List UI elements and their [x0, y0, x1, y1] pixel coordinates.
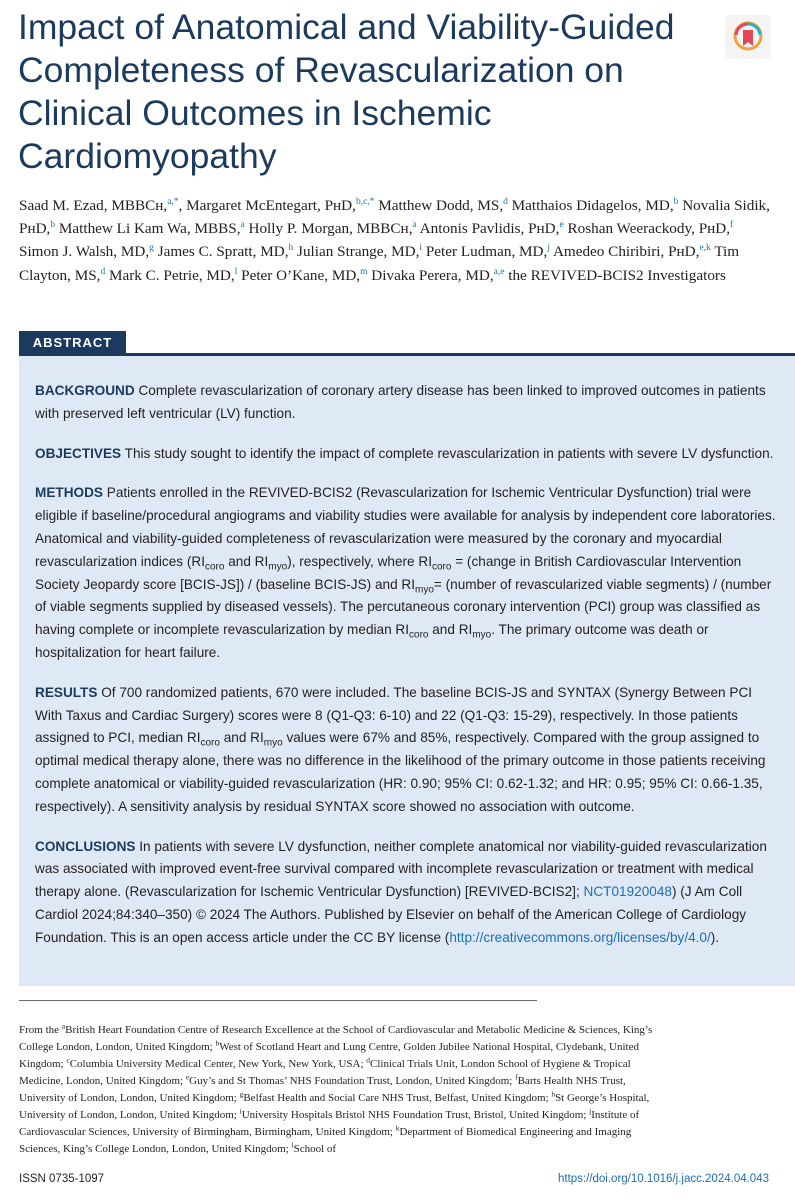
author: James C. Spratt, MD,$^h$ [157, 243, 294, 261]
issn: ISSN 0735-1097 [19, 1173, 105, 1185]
affiliation-mark: g [149, 243, 154, 254]
author-degree: MS [477, 197, 500, 214]
author-name: Tim Clayton [19, 243, 740, 284]
license-link[interactable]: http://creativecommons.org/licenses/by/4.0/ [449, 929, 711, 945]
author-group: the REVIVED-BCIS2 Investigators [508, 266, 726, 284]
author-list [19, 194, 774, 287]
affiliation-mark: a,e [493, 266, 505, 277]
author-degree: MD [465, 266, 490, 284]
author-degree: PʜD [19, 220, 47, 238]
author-degree: MBBCʜ [111, 197, 164, 214]
affiliation-mark: m [360, 266, 368, 277]
affiliation-mark: i [419, 243, 423, 254]
author: Roshan Weerackody, PʜD,$^f$ [567, 220, 734, 238]
author-degree: MBBCʜ [356, 220, 409, 238]
author-degree: MD [391, 243, 416, 261]
affiliation-mark: d [100, 266, 106, 277]
author: Saad M. Ezad, MBBCʜ,$^{a,*}$, [19, 196, 187, 214]
author-name: Holly P. Morgan [248, 220, 350, 238]
author-name: Mark C. Petrie [108, 266, 199, 284]
abstract-methods: METHODS Patients enrolled in the REVIVED-BCIS2 (Revascularization for Ischemic Ventricular Dysfunction) trial were eligible if baseline/procedural angiograms and viability studies were available for analysis by independent core laboratories. Anatomical and viability-guided completeness of revascularization were measured by the coronary and myocardial revascularization indices ($RI_{coro}$ and $RI_{myo}$), respectively, where $RI_{coro}$ = (change in British Cardiovascular Intervention Society Jeopardy score [BCIS-JS]) / (baseline BCIS-JS) and $RI_{myo}=$ (number of revascularized viable segments) / (number of viable segments supplied by diseased vessels). The percutaneous coronary intervention (PCI) group was classified as having complete or incomplete revascularization by median $RI_{coro}$ and $RI_{myo}$. The primary outcome was death or hospitalization for heart failure. [35, 485, 776, 660]
author: Novalia Sidik, PʜD,$^b$ [19, 197, 770, 238]
author-name: Antonis Pavlidis [419, 220, 521, 238]
author: Tim Clayton, MS,$^d$ [19, 243, 740, 284]
author-name: Amedeo Chiribiri [552, 243, 661, 261]
abstract-box [19, 356, 795, 986]
author-degree: PʜD [668, 243, 696, 261]
check-for-updates-icon [732, 21, 764, 53]
abstract-objectives: OBJECTIVES This study sought to identify the impact of complete revascularization in patients with severe LV dysfunction. [35, 445, 774, 461]
author-degree: MD [519, 243, 544, 261]
author: Divaka Perera, MD,$^{a,e}$ [371, 266, 505, 284]
author-degree: MD [206, 266, 231, 284]
abstract-conclusions: CONCLUSIONS In patients with severe LV dysfunction, neither complete anatomical nor viability-guided revascularization was associated with improved event-free survival compared with incomplete revascularization or treatment with medical therapy alone. (Revascularization for Ischemic Ventricular Dysfunction) [REVIVED-BCIS2]; NCT01920048) (J Am Coll Cardiol 2024;84:340–350) © 2024 The Authors. Published by Elsevier on behalf of the American College of Cardiology Foundation. This is an open access article under the CC BY license (http://creativecommons.org/licenses/by/4.0/). [35, 838, 767, 945]
author: Amedeo Chiribiri, PʜD,$^{e,k}$ [552, 243, 711, 261]
affiliations: From the $^a$British Heart Foundation Centre of Research Excellence at the School of Cardiovascular and Metabolic Medicine & Sciences, King’s College London, London, United Kingdom; $^b$West of Scotland Heart and Lung Centre, Golden Jubilee National Hospital, Clydebank, United Kingdom; $^c$Columbia University Medical Center, New York, New York, USA; $^d$Clinical Trials Unit, London School of Hygiene & Tropical Medicine, London, United Kingdom; $^e$Guy’s and St Thomas’ NHS Foundation Trust, London, United Kingdom; $^f$Barts Health NHS Trust, University of London, London, United Kingdom; $^g$Belfast Health and Social Care NHS Trust, Belfast, United Kingdom; $^h$St George’s Hospital, University of London, London, United Kingdom; $^i$University Hospitals Bristol NHS Foundation Trust, Bristol, United Kingdom; $^j$Institute of Cardiovascular Sciences, University of Birmingham, Birmingham, United Kingdom; $^k$Department of Biomedical Engineering and Imaging Sciences, King’s College London, London, United Kingdom; $^l$School of [19, 1021, 653, 1155]
author-name: Peter O’Kane [241, 266, 325, 284]
affiliation-mark: b [673, 196, 679, 207]
author-degree: MS [74, 266, 97, 284]
author-name: Peter Ludman [425, 243, 512, 261]
author: Matthew Li Kam Wa, MBBS,$^a$ [58, 220, 245, 238]
abstract-background: BACKGROUND Complete revascularization of coronary artery disease has been linked to improved outcomes in patients with preserved left ventricular (LV) function. [35, 383, 766, 421]
affiliation-mark: a,* [167, 196, 179, 207]
author-name: Roshan Weerackody [567, 220, 692, 238]
author-name: Saad M. Ezad [19, 197, 104, 214]
author: Margaret McEntegart, PʜD,$^{b,c,*}$ [186, 196, 375, 214]
author: Matthew Dodd, MS,$^d$ [378, 196, 508, 214]
author: Peter Ludman, MD,$^j$ [425, 243, 550, 261]
author-degree: MD [645, 197, 670, 214]
affiliation-mark: f [730, 220, 734, 231]
author-name: Novalia Sidik [682, 197, 767, 214]
author: Simon J. Walsh, MD,$^g$ [19, 243, 154, 261]
author-degree: PʜD [528, 220, 556, 238]
author-name: Julian Strange [297, 243, 384, 261]
author: Holly P. Morgan, MBBCʜ,$^a$ [248, 220, 417, 238]
author: Peter O’Kane, MD,$^m$ [241, 266, 368, 284]
affiliation-mark: e [559, 220, 564, 231]
footnote-rule [19, 1000, 537, 1001]
author-name: Matthaios Didagelos [511, 197, 638, 214]
author-name: James C. Spratt [157, 243, 253, 261]
check-for-updates-badge[interactable] [725, 15, 771, 59]
affiliation-mark: b [50, 220, 56, 231]
author-name: Margaret McEntegart [186, 197, 318, 214]
author-degree: MBBS [194, 220, 237, 238]
author-name: Matthew Li Kam Wa [58, 220, 187, 238]
author: Matthaios Didagelos, MD,$^b$ [511, 196, 679, 214]
affiliation-mark: e,k [699, 243, 711, 254]
abstract-results: RESULTS Of 700 randomized patients, 670 were included. The baseline BCIS-JS and SYNTAX (Synergy Between PCI With Taxus and Cardiac Surgery) scores were 8 (Q1-Q3: 6-10) and 22 (Q1-Q3: 15-29), respectively. In those patients assigned to PCI, median $RI_{coro}$ and $RI_{myo}$ values were 67% and 85%, respectively. Compared with the group assigned to optimal medical therapy alone, there was no difference in the likelihood of the primary outcome in those patients receiving complete anatomical or viability-guided revascularization (HR: 0.90; 95% CI: 0.62-1.32; and HR: 0.95; 95% CI: 0.66-1.35, respectively). A sensitivity analysis by residual SYNTAX score showed no association with outcome. [35, 684, 766, 814]
author-degree: MD [120, 243, 146, 261]
author-name: Matthew Dodd [378, 197, 470, 214]
affiliation-mark: a [412, 220, 417, 231]
author-degree: PʜD [324, 197, 353, 214]
affiliation-mark: j [547, 243, 550, 254]
author-degree: MD [260, 243, 285, 261]
abstract-tab: ABSTRACT [19, 331, 126, 355]
trial-registry-link[interactable]: NCT01920048 [583, 884, 672, 900]
article-title: Impact of Anatomical and Viability-Guided Completeness of Revascularization on Clinical Outcomes in Ischemic Cardiomyopathy [18, 7, 675, 176]
author: Julian Strange, MD,$^i$ [297, 243, 423, 261]
doi-link[interactable]: https://doi.org/10.1016/j.jacc.2024.04.043 [558, 1173, 769, 1185]
author-degree: MD [331, 266, 357, 284]
author-name: Divaka Perera [371, 266, 458, 284]
author: Antonis Pavlidis, PʜD,$^e$ [419, 220, 564, 238]
author-name: Simon J. Walsh [19, 243, 114, 261]
affiliation-mark: b,c,* [355, 196, 375, 207]
author: Mark C. Petrie, MD,$^l$ [108, 266, 238, 284]
affiliation-mark: d [503, 196, 508, 207]
affiliation-mark: l [234, 266, 238, 277]
affiliation-mark: a [240, 220, 245, 231]
author-degree: PʜD [698, 220, 727, 238]
affiliation-mark: h [288, 243, 294, 254]
